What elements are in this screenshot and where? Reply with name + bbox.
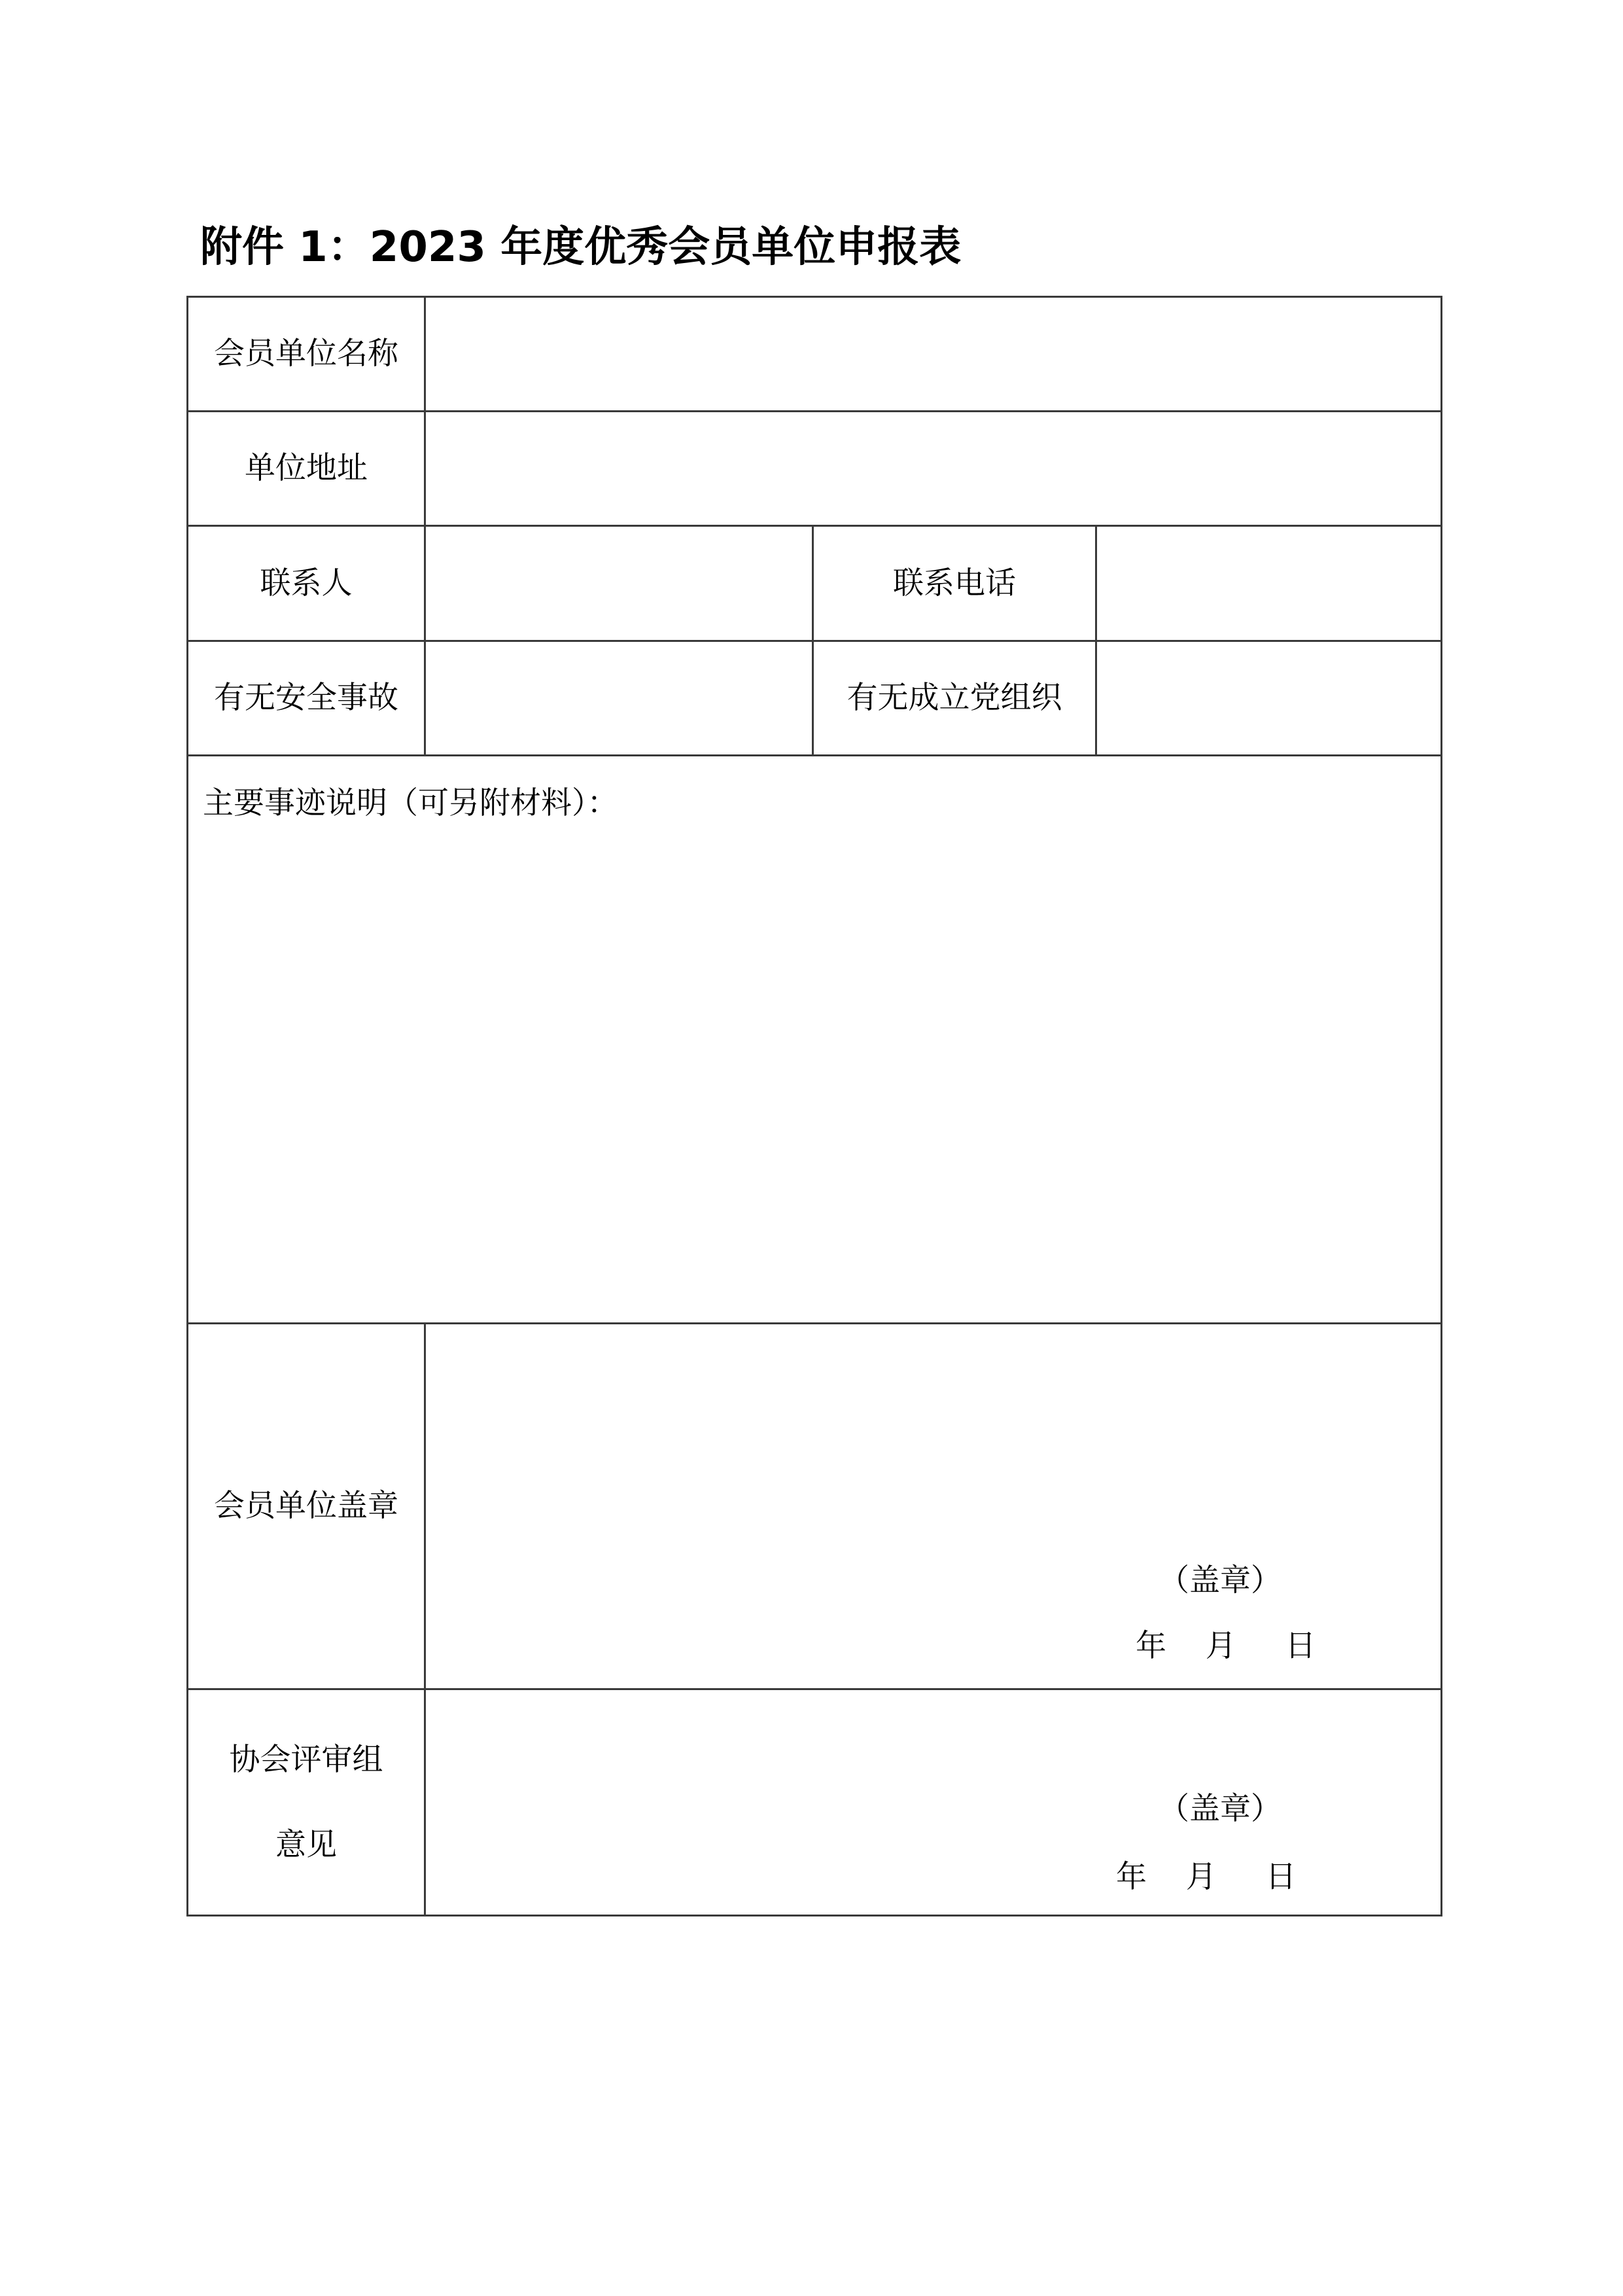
review-label-line1: 协会评审组 (229, 1741, 383, 1778)
review-label (188, 1689, 425, 1916)
address-field[interactable] (425, 412, 1442, 526)
contact-phone-field[interactable] (1096, 526, 1442, 641)
review-stamp-date: 年 月 日 (1116, 1859, 1297, 1895)
member-stamp-date: 年 月 日 (1136, 1628, 1316, 1664)
application-form-table (186, 296, 1442, 1916)
contact-person-field[interactable] (425, 526, 813, 641)
member-stamp-area[interactable] (425, 1324, 1442, 1689)
member-name-label: 会员单位名称 (188, 297, 425, 412)
contact-person-label: 联系人 (188, 526, 425, 641)
row-contact (188, 526, 1442, 641)
review-stamp-mark: （盖章） (1159, 1791, 1282, 1827)
row-safety-party (188, 641, 1442, 756)
row-description (188, 756, 1442, 1324)
row-member-stamp (188, 1324, 1442, 1689)
safety-accident-label: 有无安全事故 (188, 641, 425, 756)
row-review (188, 1689, 1442, 1916)
member-stamp-mark: （盖章） (1159, 1563, 1282, 1598)
member-name-field[interactable] (425, 297, 1442, 412)
row-address (188, 412, 1442, 526)
review-label-line2: 意见 (275, 1826, 337, 1863)
safety-accident-field[interactable] (425, 641, 813, 756)
description-field[interactable] (188, 756, 1442, 1324)
page-title: 附件 1：2023 年度优秀会员单位申报表 (200, 223, 962, 272)
review-opinion-area[interactable] (425, 1689, 1442, 1916)
party-org-field[interactable] (1096, 641, 1442, 756)
member-stamp-label: 会员单位盖章 (188, 1324, 425, 1689)
description-label: 主要事迹说明（可另附材料）： (203, 785, 618, 821)
contact-phone-label: 联系电话 (813, 526, 1096, 641)
party-org-label: 有无成立党组织 (813, 641, 1096, 756)
row-member-name (188, 297, 1442, 412)
address-label: 单位地址 (188, 412, 425, 526)
